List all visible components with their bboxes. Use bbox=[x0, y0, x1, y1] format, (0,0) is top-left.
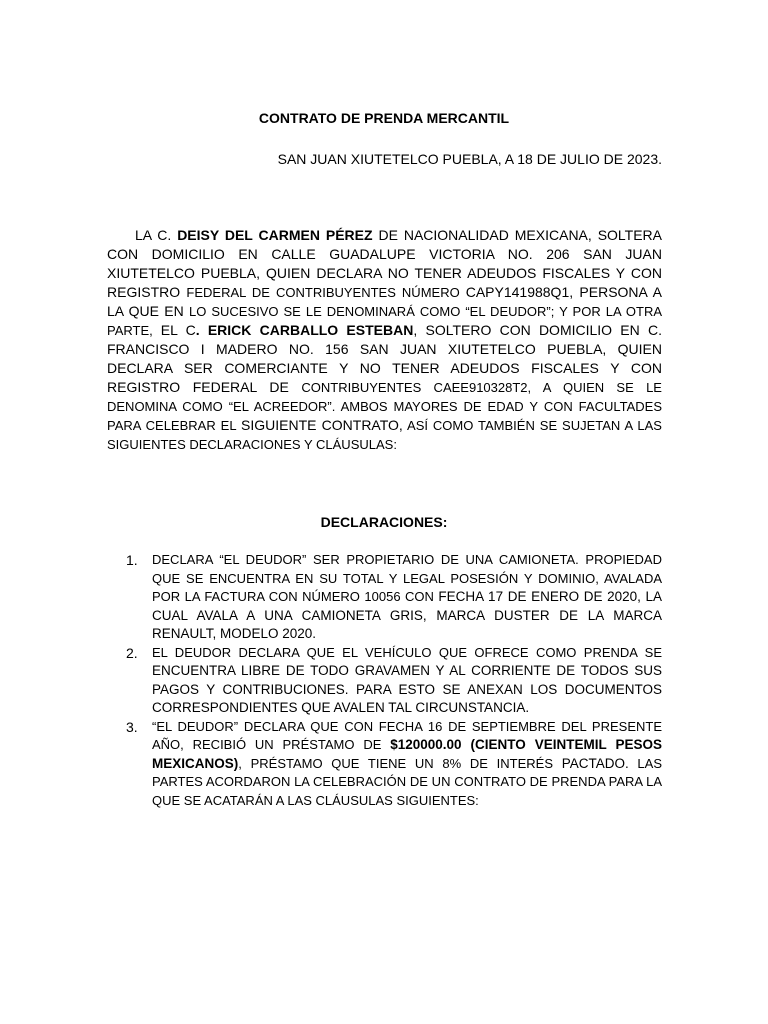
declaration-text: DECLARA “EL DEUDOR” SER PROPIETARIO DE UNA CAMIONETA. PROPIEDAD QUE SE ENCUENTRA EN SU TOTAL Y LEGAL POSESIÓN Y DOMINIO, AVALADA POR LA FACTURA CON NÚMERO 10056 CON bbox=[152, 552, 662, 604]
intro-text: DE NACIONALIDAD MEXICANA, SOLTERA CON DOMICILIO EN CALLE GUADALUPE VICTORIA NO. 206 SAN JUAN XIUTETELCO PUEBLA, QUIEN DECLARA NO TENER ADEUDOS FISCALES Y CON REGISTRO bbox=[107, 227, 663, 300]
declaration-text: , PRÉSTAMO QUE TIENE UN 8% DE INTERÉS bbox=[238, 755, 562, 771]
declaration-text: EL DEUDOR DECLARA QUE EL VEHÍCULO QUE OFRECE COMO PRENDA SE bbox=[152, 644, 662, 660]
intro-text: FEDERAL DE CONTRIBUYENTES NÚMERO bbox=[186, 285, 466, 300]
declaration-text: ENCUENTRA LIBRE DE TODO GRAVAMEN Y AL CORRIENTE DE TODOS SUS PAGOS Y CONTRIBUCIONES. PARA ESTO SE ANEXAN LOS DOCUMENTOS CORRESPONDIENTES QUE AVALEN TAL CIRCUNSTANCIA. bbox=[152, 663, 662, 715]
declaration-text: LAS PARTES ACORDARON LA CELEBRACIÓN DE UN CONTRATO DE PRENDA PARA LA QUE SE ACATARÁN A LAS CLÁUSULAS SIGUIENTES: bbox=[152, 755, 662, 808]
intro-text: ASÍ COMO TAMBIÉN SE SUJETAN A LAS SIGUIENTES DECLARACIONES Y CLÁUSULAS: bbox=[107, 418, 662, 452]
contract-title: CONTRATO DE PRENDA MERCANTIL bbox=[258, 110, 510, 126]
creditor-name: . ERICK CARBALLO ESTEBAN bbox=[195, 322, 414, 338]
place-and-date: SAN JUAN XIUTETELCO PUEBLA, A 18 DE JULIO DE 2023. bbox=[277, 151, 662, 167]
intro-text: SIGUIENTE CONTRATO, bbox=[241, 417, 403, 433]
declaration-number: 3. bbox=[126, 718, 138, 735]
intro-text: CONTRIBUYENTES CAEE910328T2, A QUIEN SE LE DENOMINA COMO “EL ACREEDOR”. AMBOS MAYORES DE EDAD Y CON FACULTADES PARA CELEBRAR EL bbox=[107, 380, 662, 433]
declaration-text: PACTADO. bbox=[561, 755, 629, 771]
intro-text: EL C bbox=[160, 322, 196, 338]
declarations-heading: DECLARACIONES: bbox=[320, 514, 448, 530]
intro-text: LA C. bbox=[135, 227, 178, 243]
declaration-number: 2. bbox=[126, 644, 138, 661]
intro-text: , SOLTERO CON DOMICILIO EN C. FRANCISCO I MADERO NO. 156 SAN JUAN XIUTETELCO PUEBLA, QUIEN DECLARA SER COMERCIANTE Y NO TENER ADEUDOS FISCALES Y CON REGISTRO FEDERAL DE bbox=[107, 322, 663, 395]
declaration-text: FECHA 17 DE ENERO DE 2020, LA CUAL AVALA A UNA CAMIONETA GRIS, MARCA DUSTER DE LA MARCA RENAULT, MODELO 2020. bbox=[152, 589, 663, 641]
declaration-item bbox=[122, 644, 662, 718]
intro-text: LO SUCESIVO SE LE DENOMINARÁ COMO “EL DEUDOR”; Y POR LA OTRA PARTE, bbox=[107, 304, 663, 338]
declaration-item bbox=[122, 718, 662, 811]
declaration-number: 1. bbox=[126, 552, 138, 568]
intro-paragraph bbox=[107, 226, 662, 454]
declarations-list bbox=[122, 551, 662, 810]
loan-amount: $120000.00 (CIENTO VEINTEMIL PESOS MEXICANOS) bbox=[152, 737, 663, 771]
debtor-rfc: CAPY141988Q1, PERSONA A LA QUE EN bbox=[107, 284, 662, 319]
debtor-name: DEISY DEL CARMEN PÉREZ bbox=[177, 227, 373, 243]
declaration-text: “EL DEUDOR” DECLARA QUE CON FECHA 16 DE SEPTIEMBRE DEL PRESENTE AÑO, RECIBIÓ UN PRÉSTAMO DE bbox=[152, 718, 662, 752]
declaration-item bbox=[122, 551, 662, 644]
